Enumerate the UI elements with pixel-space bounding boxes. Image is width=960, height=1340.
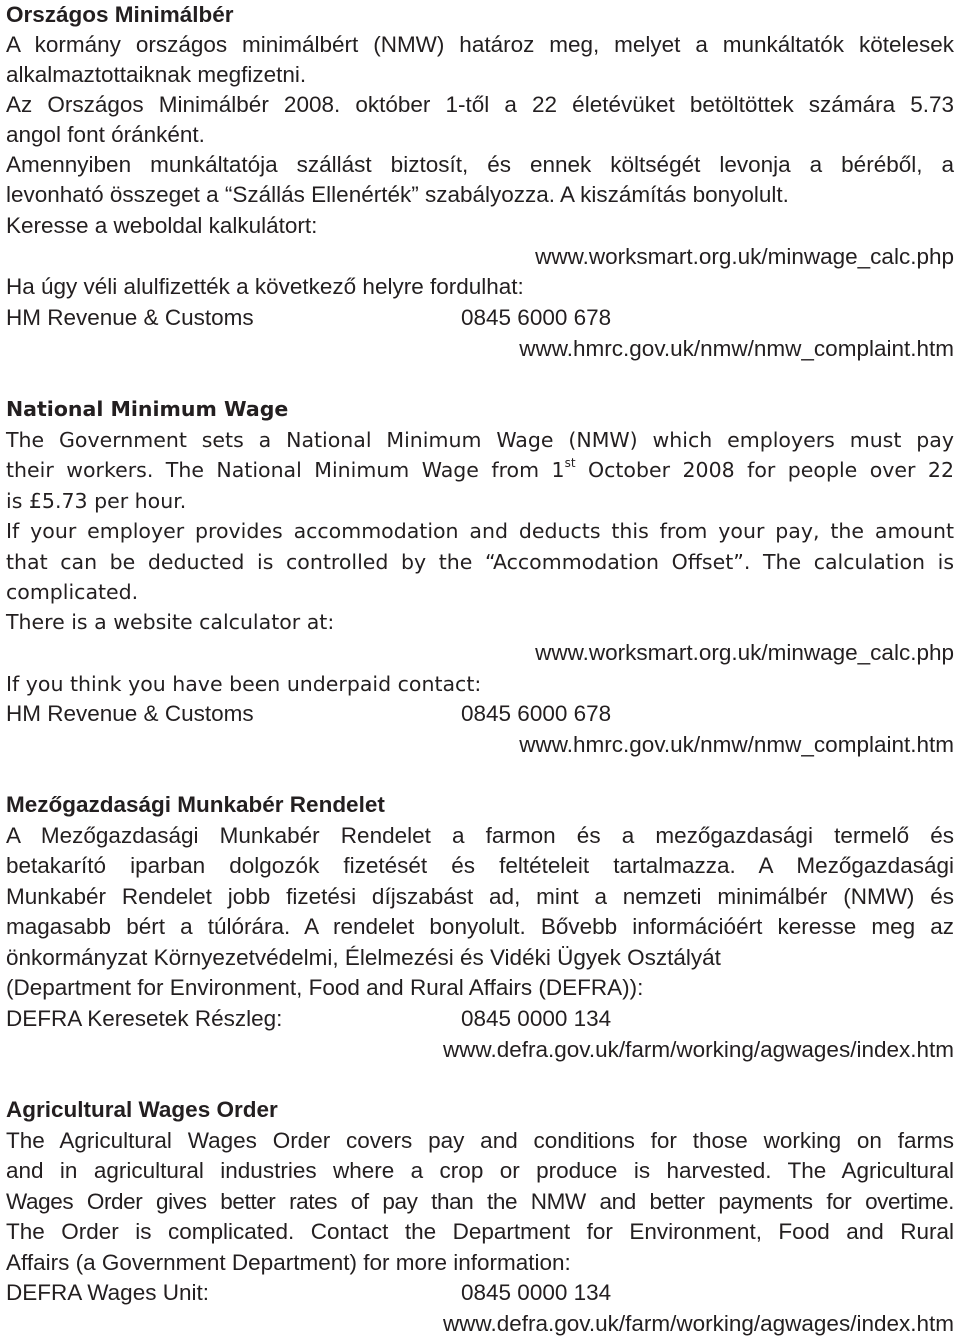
paragraph-line: Munkabér Rendelet jobb fizetési díjszabást ad, mint a nemzeti minimálbér (NMW) és <box>6 884 954 909</box>
contact-name: HM Revenue & Customs <box>6 701 254 726</box>
paragraph-line: (Department for Environment, Food and Rural Affairs (DEFRA)): <box>6 975 644 1000</box>
paragraph-line: If you think you have been underpaid contact: <box>6 672 482 696</box>
website-link[interactable]: www.worksmart.org.uk/minwage_calc.php <box>535 640 954 665</box>
section-title: Mezőgazdasági Munkabér Rendelet <box>6 792 385 817</box>
paragraph-line: Amennyiben munkáltatója szállást biztosít, és ennek költségét levonja a béréből, a <box>6 152 954 177</box>
contact-row <box>6 699 954 729</box>
paragraph-line: Ha úgy véli alulfizették a következő helyre fordulhat: <box>6 274 524 299</box>
contact-phone[interactable]: 0845 0000 134 <box>461 1280 612 1305</box>
contact-phone[interactable]: 0845 6000 678 <box>461 305 612 330</box>
contact-name: HM Revenue & Customs <box>6 305 254 330</box>
paragraph-line: is £5.73 per hour. <box>6 489 187 513</box>
paragraph-line: complicated. <box>6 580 139 604</box>
website-link[interactable]: www.defra.gov.uk/farm/working/agwages/index.htm <box>442 1311 954 1336</box>
contact-row <box>6 1004 954 1034</box>
contact-phone[interactable]: 0845 6000 678 <box>461 701 612 726</box>
section-title: Agricultural Wages Order <box>6 1097 278 1122</box>
contact-name: DEFRA Keresetek Részleg: <box>6 1006 283 1031</box>
website-link[interactable]: www.worksmart.org.uk/minwage_calc.php <box>535 244 954 269</box>
paragraph-text: their workers. The National Minimum Wage from 1 <box>6 458 565 482</box>
paragraph-line <box>6 455 954 485</box>
paragraph-line: alkalmaztottaiknak megfizetni. <box>6 62 307 87</box>
paragraph-line: Keresse a weboldal kalkulátort: <box>6 213 318 238</box>
website-link[interactable]: www.defra.gov.uk/farm/working/agwages/index.htm <box>442 1037 954 1062</box>
contact-row <box>6 1278 954 1308</box>
paragraph-line: Az Országos Minimálbér 2008. október 1-től a 22 életévüket betöltöttek számára 5.73 <box>6 92 954 117</box>
superscript: st <box>564 456 576 470</box>
contact-row <box>6 303 954 333</box>
website-link[interactable]: www.hmrc.gov.uk/nmw/nmw_complaint.htm <box>519 336 954 361</box>
paragraph-line: Affairs (a Government Department) for more information: <box>6 1250 571 1275</box>
contact-phone[interactable]: 0845 0000 134 <box>461 1006 612 1031</box>
paragraph-line: The Agricultural Wages Order covers pay and conditions for those working on farms <box>6 1128 954 1153</box>
paragraph-line: angol font óránként. <box>6 122 205 147</box>
paragraph-line: A kormány országos minimálbért (NMW) határoz meg, melyet a munkáltatók kötelesek <box>6 32 954 57</box>
paragraph-line: and in agricultural industries where a crop or produce is harvested. The Agricultural <box>6 1158 954 1183</box>
contact-name: DEFRA Wages Unit: <box>6 1280 209 1305</box>
paragraph-text: October 2008 for people over 22 <box>575 458 954 482</box>
paragraph-line: Wages Order gives better rates of pay than the NMW and better payments for overtime. <box>6 1189 954 1214</box>
website-link[interactable]: www.hmrc.gov.uk/nmw/nmw_complaint.htm <box>519 732 954 757</box>
paragraph-line: önkormányzat Környezetvédelmi, Élelmezési és Vidéki Ügyek Osztályát <box>6 945 721 970</box>
paragraph-line: The Government sets a National Minimum Wage (NMW) which employers must pay <box>6 428 954 452</box>
section-title: Országos Minimálbér <box>6 2 234 27</box>
paragraph-line: magasabb bért a túlórára. A rendelet bonyolult. Bővebb információért keresse meg az <box>6 914 954 939</box>
section-title: National Minimum Wage <box>6 397 289 421</box>
paragraph-line: betakarító iparban dolgozók fizetését és feltételeit tartalmazza. A Mezőgazdasági <box>6 853 954 878</box>
paragraph-line: If your employer provides accommodation and deducts this from your pay, the amount <box>6 519 954 543</box>
paragraph-line: The Order is complicated. Contact the Department for Environment, Food and Rural <box>6 1219 954 1244</box>
paragraph-line: There is a website calculator at: <box>6 610 335 634</box>
paragraph-line: that can be deducted is controlled by the “Accommodation Offset”. The calculation is <box>6 550 954 574</box>
paragraph-line: A Mezőgazdasági Munkabér Rendelet a farmon és a mezőgazdasági termelő és <box>6 823 954 848</box>
paragraph-line: levonható összeget a “Szállás Ellenérték” szabályozza. A kiszámítás bonyolult. <box>6 182 789 207</box>
